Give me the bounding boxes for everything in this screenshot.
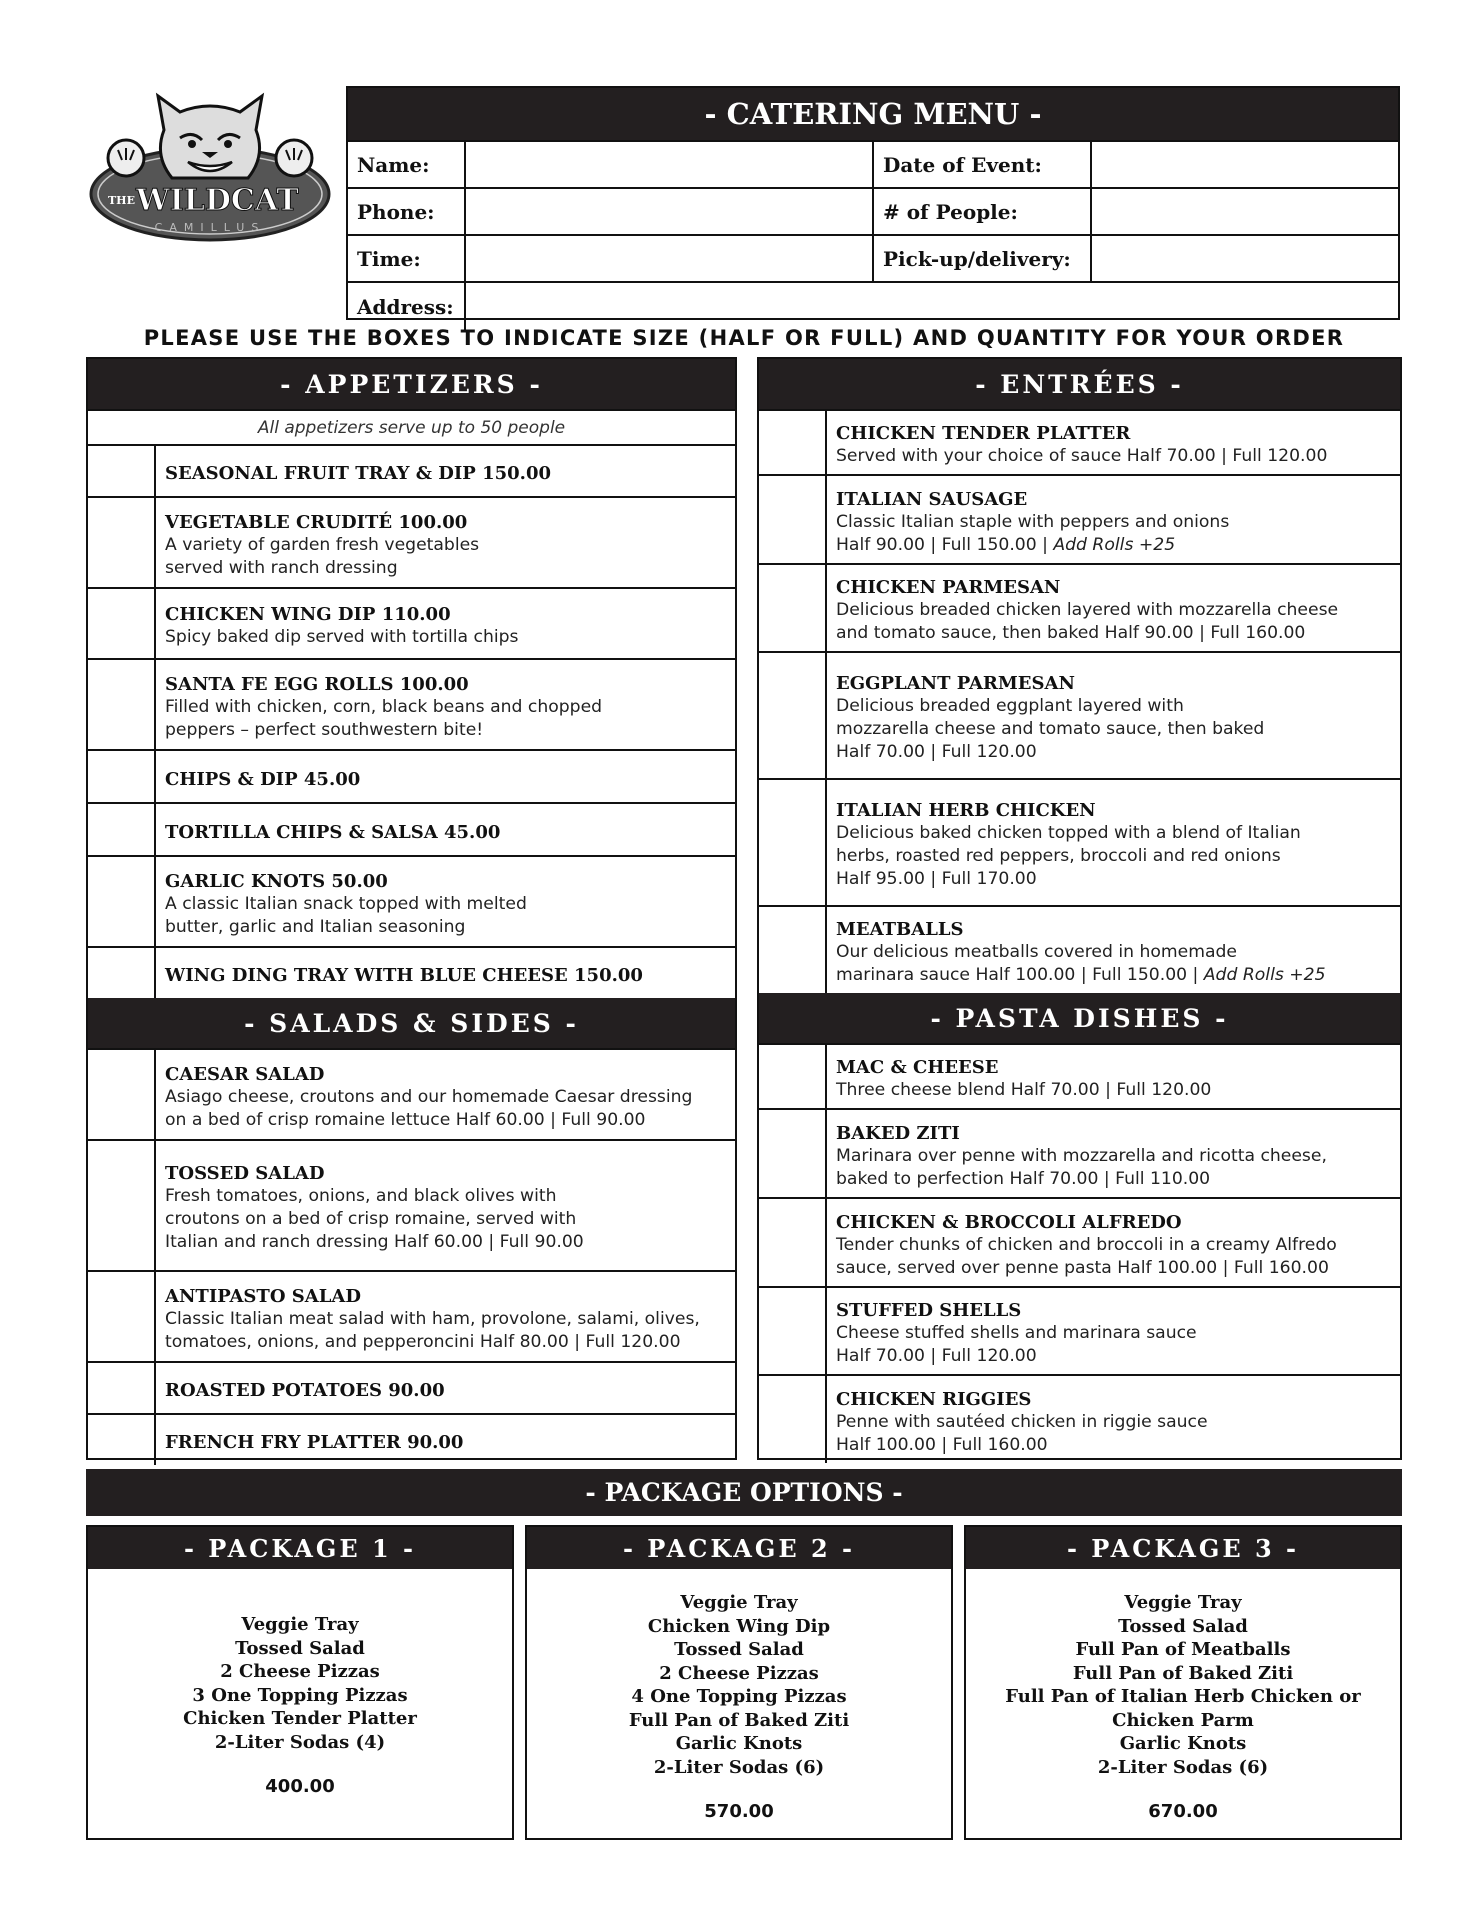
item-name: GARLIC KNOTS 50.00 [165, 870, 388, 892]
item-name: CHICKEN WING DIP 110.00 [165, 604, 451, 625]
form-row-time [348, 234, 1398, 281]
item-text [156, 498, 735, 587]
item-description-text: Asiago cheese, croutons and our homemade Caesar dressing on a bed of crisp romaine lettuce Half 60.00 | Full 90.00 [165, 1086, 693, 1130]
logo-the: THE [108, 194, 135, 207]
item-description [836, 822, 1392, 891]
item-text [156, 1363, 735, 1413]
item-text [156, 804, 735, 855]
quantity-box[interactable] [88, 857, 156, 946]
phone-field[interactable] [466, 189, 872, 234]
item-name: CHICKEN & BROCCOLI ALFREDO [836, 1211, 1182, 1233]
form-row-name [348, 140, 1398, 187]
item-description [836, 445, 1392, 468]
menu-item-entrees-4 [759, 778, 1400, 905]
quantity-box[interactable] [759, 1288, 827, 1374]
item-description [836, 511, 1392, 557]
left-menu-column [86, 357, 737, 1460]
quantity-box[interactable] [759, 565, 827, 651]
package-item: 2 Cheese Pizzas [220, 1661, 380, 1682]
item-description [165, 534, 727, 580]
menu-item-appetizers-7 [88, 946, 735, 998]
item-description-text: Filled with chicken, corn, black beans and chopped peppers – perfect southwestern bite! [165, 696, 603, 740]
item-description-text: Penne with sautéed chicken in riggie sauce Half 100.00 | Full 160.00 [836, 1411, 1208, 1455]
item-name: STUFFED SHELLS [836, 1300, 1022, 1321]
quantity-box[interactable] [88, 948, 156, 998]
item-text [827, 1045, 1400, 1108]
quantity-box[interactable] [88, 751, 156, 802]
right-menu-column [757, 357, 1402, 1460]
name-label: Name: [348, 142, 466, 187]
package-item: Full Pan of Baked Ziti [1072, 1662, 1294, 1684]
menu-item-appetizers-5 [88, 802, 735, 855]
quantity-box[interactable] [88, 446, 156, 496]
package-item: 4 One Topping Pizzas [631, 1686, 847, 1707]
form-row-address [348, 281, 1398, 330]
logo-town: CAMILLUS [154, 221, 266, 234]
pickup-field[interactable] [1092, 236, 1398, 281]
time-field[interactable] [466, 236, 872, 281]
menu-item-salads-4 [88, 1413, 735, 1465]
date-label: Date of Event: [874, 142, 1092, 187]
item-description-text: A variety of garden fresh vegetables served with ranch dressing [165, 534, 480, 578]
item-description-text: Spicy baked dip served with tortilla chips [165, 627, 519, 647]
menu-item-appetizers-3 [88, 658, 735, 749]
item-name: FRENCH FRY PLATTER 90.00 [165, 1432, 464, 1453]
item-description-text: Classic Italian staple with peppers and onions Half 90.00 | Full 150.00 | [836, 511, 1230, 555]
item-name: MEATBALLS [836, 919, 964, 940]
menu-item-pasta-3 [759, 1286, 1400, 1374]
item-text [827, 565, 1400, 651]
package-2-price: 570.00 [704, 1801, 774, 1822]
item-text [156, 857, 735, 946]
salads-list [88, 1048, 735, 1465]
address-field[interactable] [466, 283, 1398, 330]
item-name: ITALIAN HERB CHICKEN [836, 800, 1096, 821]
item-description [165, 1185, 727, 1254]
menu-item-salads-0 [88, 1048, 735, 1139]
item-text [827, 907, 1400, 993]
quantity-box[interactable] [759, 653, 827, 778]
package-item: Tossed Salad [235, 1637, 365, 1659]
quantity-box[interactable] [759, 780, 827, 905]
package-3-title: - PACKAGE 3 - [966, 1527, 1400, 1569]
item-description-text: Marinara over penne with mozzarella and ricotta cheese, baked to perfection Half 70.00 | Full 110.00 [836, 1145, 1327, 1189]
pasta-heading: - PASTA DISHES - [759, 993, 1400, 1043]
package-1-items [88, 1569, 512, 1754]
item-description [836, 1145, 1392, 1191]
item-name: BAKED ZITI [836, 1122, 960, 1144]
quantity-box[interactable] [88, 1050, 156, 1139]
item-description-text: A classic Italian snack topped with melted butter, garlic and Italian seasoning [165, 893, 527, 937]
package-item: 2-Liter Sodas (6) [1097, 1756, 1269, 1778]
package-3 [964, 1525, 1402, 1840]
pasta-list [759, 1043, 1400, 1463]
item-description [836, 1322, 1392, 1368]
package-item: Veggie Tray [241, 1614, 359, 1635]
menu-item-appetizers-1 [88, 496, 735, 587]
pickup-label: Pick-up/delivery: [874, 236, 1092, 281]
item-description [836, 1234, 1392, 1280]
package-1-title: - PACKAGE 1 - [88, 1527, 512, 1569]
appetizers-heading: - APPETIZERS - [88, 359, 735, 409]
item-description [836, 1079, 1392, 1102]
item-description-text: Classic Italian meat salad with ham, provolone, salami, olives, tomatoes, onions, and pepperoncini Half 80.00 | Full 120.00 [165, 1308, 700, 1352]
entrees-heading: - ENTRÉES - [759, 359, 1400, 409]
item-text [156, 1050, 735, 1139]
menu-item-appetizers-0 [88, 444, 735, 496]
appetizers-list [88, 444, 735, 998]
menu-item-appetizers-2 [88, 587, 735, 658]
item-name: WING DING TRAY WITH BLUE CHEESE 150.00 [165, 965, 643, 986]
item-text [827, 1110, 1400, 1197]
quantity-box[interactable] [88, 498, 156, 587]
package-item: Full Pan of Baked Ziti [628, 1709, 850, 1731]
package-item: Full Pan of Meatballs [1075, 1639, 1291, 1660]
date-field[interactable] [1092, 142, 1398, 187]
package-item: 2-Liter Sodas (4) [214, 1731, 386, 1753]
quantity-box[interactable] [88, 1141, 156, 1270]
item-text [827, 653, 1400, 778]
quantity-box[interactable] [88, 660, 156, 749]
item-name: CHICKEN PARMESAN [836, 577, 1061, 598]
item-description [836, 941, 1392, 987]
form-title: - CATERING MENU - [348, 88, 1398, 140]
item-name: ITALIAN SAUSAGE [836, 488, 1028, 510]
people-field[interactable] [1092, 189, 1398, 234]
menu-item-pasta-0 [759, 1043, 1400, 1108]
logo-name: WILDCAT [136, 183, 299, 218]
quantity-box[interactable] [88, 589, 156, 658]
quantity-box[interactable] [88, 804, 156, 855]
item-text [156, 751, 735, 802]
package-item: Tossed Salad [1118, 1615, 1248, 1637]
menu-item-entrees-0 [759, 409, 1400, 474]
package-2 [525, 1525, 953, 1840]
package-2-title: - PACKAGE 2 - [527, 1527, 951, 1569]
quantity-box[interactable] [759, 411, 827, 474]
item-name: SANTA FE EGG ROLLS 100.00 [165, 673, 469, 695]
quantity-box[interactable] [88, 1363, 156, 1413]
package-3-items [966, 1569, 1400, 1779]
package-item: 3 One Topping Pizzas [192, 1684, 408, 1706]
item-add-rolls: Add Rolls +25 [1053, 534, 1176, 555]
item-description [836, 695, 1392, 764]
package-item: 2 Cheese Pizzas [659, 1662, 819, 1684]
item-text [156, 589, 735, 658]
quantity-box[interactable] [759, 476, 827, 563]
package-item: Full Pan of Italian Herb Chicken or [1005, 1686, 1361, 1707]
phone-label: Phone: [348, 189, 466, 234]
package-item: 2-Liter Sodas (6) [653, 1756, 825, 1778]
item-description [165, 626, 727, 649]
name-field[interactable] [466, 142, 872, 187]
item-text [156, 446, 735, 496]
item-description-text: Cheese stuffed shells and marinara sauce Half 70.00 | Full 120.00 [836, 1323, 1197, 1366]
appetizers-note: All appetizers serve up to 50 people [88, 409, 735, 444]
quantity-box[interactable] [759, 1045, 827, 1108]
form-row-phone [348, 187, 1398, 234]
people-label: # of People: [874, 189, 1092, 234]
package-1-price: 400.00 [265, 1776, 335, 1797]
package-1 [86, 1525, 514, 1840]
menu-item-salads-2 [88, 1270, 735, 1361]
menu-item-entrees-5 [759, 905, 1400, 993]
package-item: Chicken Tender Platter [183, 1708, 417, 1729]
menu-item-pasta-1 [759, 1108, 1400, 1197]
item-description-text: Our delicious meatballs covered in homemade marinara sauce Half 100.00 | Full 150.00 | [836, 942, 1238, 985]
item-name: TOSSED SALAD [165, 1163, 325, 1184]
quantity-box[interactable] [759, 1110, 827, 1197]
salads-heading: - SALADS & SIDES - [88, 998, 735, 1048]
quantity-box[interactable] [759, 1199, 827, 1286]
package-2-items [527, 1569, 951, 1779]
menu-item-pasta-2 [759, 1197, 1400, 1286]
package-item: Veggie Tray [1124, 1592, 1242, 1613]
item-text [827, 411, 1400, 474]
item-text [827, 780, 1400, 905]
item-text [827, 1288, 1400, 1374]
package-item: Chicken Parm [1112, 1709, 1254, 1731]
address-label: Address: [348, 283, 466, 330]
item-name: CHICKEN TENDER PLATTER [836, 423, 1131, 444]
wildcat-logo [88, 86, 332, 244]
menu-item-entrees-3 [759, 651, 1400, 778]
item-description-text: Tender chunks of chicken and broccoli in a creamy Alfredo sauce, served over penne pasta Half 100.00 | Full 160.00 [836, 1234, 1337, 1278]
item-description-text: Served with your choice of sauce Half 70.00 | Full 120.00 [836, 446, 1328, 466]
package-item: Chicken Wing Dip [647, 1615, 831, 1637]
item-description [165, 1086, 727, 1132]
item-text [156, 1415, 735, 1465]
item-description-text: Three cheese blend Half 70.00 | Full 120.00 [836, 1080, 1212, 1100]
item-description-text: Delicious baked chicken topped with a blend of Italian herbs, roasted red peppers, broccoli and red onions Half 95.00 | Full 170.00 [836, 823, 1301, 889]
quantity-box[interactable] [88, 1272, 156, 1361]
item-description-text: Delicious breaded eggplant layered with mozzarella cheese and tomato sauce, then baked Half 70.00 | Full 120.00 [836, 696, 1265, 762]
item-text [156, 1141, 735, 1270]
time-label: Time: [348, 236, 466, 281]
menu-item-salads-3 [88, 1361, 735, 1413]
package-item: Veggie Tray [680, 1592, 798, 1613]
menu-item-appetizers-4 [88, 749, 735, 802]
package-options-heading: - PACKAGE OPTIONS - [86, 1469, 1402, 1516]
item-name: CHIPS & DIP 45.00 [165, 768, 361, 790]
item-name: TORTILLA CHIPS & SALSA 45.00 [165, 821, 501, 843]
item-name: SEASONAL FRUIT TRAY & DIP 150.00 [165, 463, 551, 484]
item-text [827, 476, 1400, 563]
package-item: Garlic Knots [1119, 1733, 1247, 1754]
item-text [156, 948, 735, 998]
item-description [165, 893, 727, 939]
quantity-box[interactable] [88, 1415, 156, 1465]
item-text [156, 1272, 735, 1361]
menu-item-entrees-2 [759, 563, 1400, 651]
item-text [156, 660, 735, 749]
menu-item-appetizers-6 [88, 855, 735, 946]
menu-item-entrees-1 [759, 474, 1400, 563]
item-add-rolls: Add Rolls +25 [1203, 965, 1326, 985]
quantity-box[interactable] [759, 907, 827, 993]
item-description [165, 1308, 727, 1354]
package-item: Garlic Knots [675, 1733, 803, 1754]
item-name: VEGETABLE CRUDITÉ 100.00 [165, 511, 468, 533]
item-name: ANTIPASTO SALAD [165, 1285, 361, 1307]
menu-item-pasta-4 [759, 1374, 1400, 1463]
item-text [827, 1199, 1400, 1286]
entrees-list [759, 409, 1400, 993]
menu-item-salads-1 [88, 1139, 735, 1270]
package-item: Tossed Salad [674, 1639, 804, 1660]
item-name: CAESAR SALAD [165, 1063, 325, 1085]
item-text [827, 1376, 1400, 1463]
item-description-text: Fresh tomatoes, onions, and black olives with croutons on a bed of crisp romaine, served with Italian and ranch dressing Half 60.00 | Full 90.00 [165, 1186, 584, 1252]
item-description [836, 599, 1392, 645]
item-description-text: Delicious breaded chicken layered with mozzarella cheese and tomato sauce, then baked Half 90.00 | Full 160.00 [836, 600, 1339, 643]
item-description [836, 1411, 1392, 1457]
item-description [165, 696, 727, 742]
item-name: CHICKEN RIGGIES [836, 1388, 1032, 1410]
package-3-price: 670.00 [1148, 1801, 1218, 1822]
catering-form [346, 86, 1400, 320]
order-instruction: PLEASE USE THE BOXES TO INDICATE SIZE (HALF OR FULL) AND QUANTITY FOR YOUR ORDER [143, 326, 1345, 350]
item-name: MAC & CHEESE [836, 1057, 999, 1078]
quantity-box[interactable] [759, 1376, 827, 1463]
item-name: EGGPLANT PARMESAN [836, 673, 1075, 694]
item-name: ROASTED POTATOES 90.00 [165, 1380, 445, 1401]
